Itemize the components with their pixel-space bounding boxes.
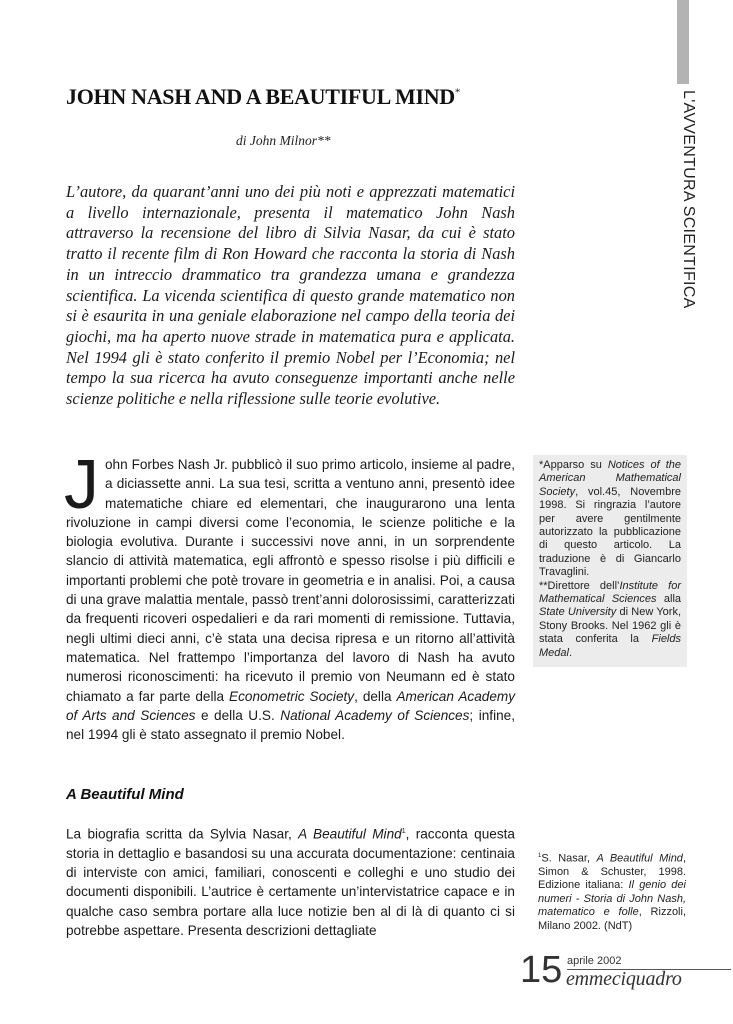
- footnote-reference: 1: [401, 828, 406, 835]
- note2-text-d: .: [568, 646, 573, 659]
- article-title: [66, 84, 606, 110]
- fn-text-b: , Simon & Schuster, 1998. Edizione italiana:: [538, 852, 686, 892]
- note1-text-b: , vol.45, Novembre 1998. Si ringrazia l’autore per avere gentilmente autorizzato la pubblicazione di questo articolo. La traduzione è di Giancarlo Travaglini.: [539, 485, 681, 579]
- title-footnote-mark: *: [454, 86, 461, 99]
- note1-emphasis: Notices of the American Mathematical Society: [539, 459, 681, 498]
- note2-emphasis-3: Fields Medal: [539, 633, 681, 659]
- fn-emphasis-1: A Beautiful Mind: [596, 852, 683, 865]
- drop-cap: J: [64, 445, 99, 523]
- note2-text-a: **Direttore dell’: [539, 579, 620, 592]
- p2-text-a: La biografia scritta da Sylvia Nasar,: [66, 826, 299, 842]
- author-affiliation-note: [539, 580, 681, 660]
- section-heading: A Beautiful Mind: [66, 786, 184, 803]
- body-paragraph-2: [66, 822, 515, 940]
- abstract: L’autore, da quarant’anni uno dei più noti e apprezzati matematici a livello internazionale, presenta il matematico John Nash attraverso la recensione del libro di Silvia Nasar, da cui è stato tratto il recente film di Ron Howard che racconta la storia di Nash in un intreccio drammatico tra grandezza umana e grandezza scientifica. La vicenda scientifica di questo grande matematico non si è esaurita in una geniale elaborazione nel campo della teoria dei giochi, ma ha aperto nuove strade in matematica pura e applicata. Nel 1994 gli è stato conferito il premio Nobel per l’Economia; nel tempo la sua ricerca ha avuto conseguenze importanti anche nelle scienze politiche e nella riflessione sulle teorie evolutive.: [66, 182, 515, 409]
- author-note-box: [533, 455, 687, 667]
- body-paragraph-1: [64, 445, 516, 744]
- note2-text-c: di New York, Stony Brooks. Nel 1962 gli è stata conferita la: [539, 606, 681, 646]
- section-marker-bar: [677, 0, 689, 84]
- p1-text-a: ohn Forbes Nash Jr. pubblicò il suo primo articolo, insieme al padre, a diciassette anni. La sua tesi, scritta a ventuno anni, presentò idee matematiche chiare ed elementari, che inaugurarono una lenta rivoluzione in campi diversi come l’economia, le scienze politiche e la biologia evolutiva. Durante i successivi nove anni, in un sorprendente slancio di attività matematica, egli affrontò e spesso risolse i più difficili e importanti problemi che potè trovare in geometria e in analisi. Poi, a causa di una grave malattia mentale, passò trent’anni dolorosissimi, caratterizzati da frequenti ricoveri ospedalieri e da rari momenti di remissione. Tuttavia, negli ultimi dieci anni, c’è stata una decisa ripresa e un ritorno all’attività matematica. Nel frattempo l’importanza del lavoro di Nash ha avuto numerosi riconoscimenti: ha ricevuto il premio von Neumann ed è stato chiamato a far parte della: [66, 457, 515, 704]
- section-label: L'AVVENTURA SCIENTIFICA: [680, 90, 697, 309]
- p1-emphasis-3: National Academy of Sciences: [280, 707, 470, 723]
- page-number: 15: [520, 949, 563, 991]
- p2-emphasis-1: A Beautiful Mind: [298, 826, 402, 842]
- note2-text-b: alla: [656, 593, 681, 606]
- p1-text-b: , della: [354, 688, 397, 704]
- journal-name: emmeciquadro: [566, 968, 682, 990]
- title-text: JOHN NASH AND A BEAUTIFUL MIND: [66, 84, 455, 109]
- issue-date: aprile 2002: [567, 955, 622, 967]
- p2-text-b: , racconta questa storia in dettaglio e basandosi su una accurata documentazione: centinaia di interviste con amici, familiari, conoscenti e colleghi e uno studio dei documenti disponibili. L’autrice è certamente un’intervistatrice capace e in qualche caso sembra portare alla luce notizie ben al di là di quanto ci si potrebbe aspettare. Presenta descrizioni dettagliate: [66, 826, 515, 939]
- fn-text-c: , Rizzoli, Milano 2002. (NdT): [538, 906, 687, 932]
- note2-emphasis-2: State University: [539, 606, 617, 619]
- fn-text-a: S. Nasar,: [541, 852, 597, 865]
- note2-emphasis-1: Institute for Mathematical Sciences: [539, 579, 681, 606]
- note1-text-a: *Apparso su: [539, 459, 608, 471]
- p1-emphasis-2: American Academy of Arts and Sciences: [66, 688, 516, 723]
- byline: di John Milnor**: [236, 133, 331, 148]
- p1-text-d: ; infine, nel 1994 gli è stato assegnato il premio Nobel.: [66, 707, 515, 743]
- fn-emphasis-2: Il genio dei numeri - Storia di John Nash, matematico e folle: [538, 879, 686, 919]
- p1-emphasis-1: Econometric Society: [229, 688, 355, 704]
- p1-text-c: e della U.S.: [195, 707, 281, 723]
- footnote-mark: 1: [538, 853, 542, 859]
- footnote-1: [538, 850, 686, 933]
- publication-note: [539, 459, 681, 580]
